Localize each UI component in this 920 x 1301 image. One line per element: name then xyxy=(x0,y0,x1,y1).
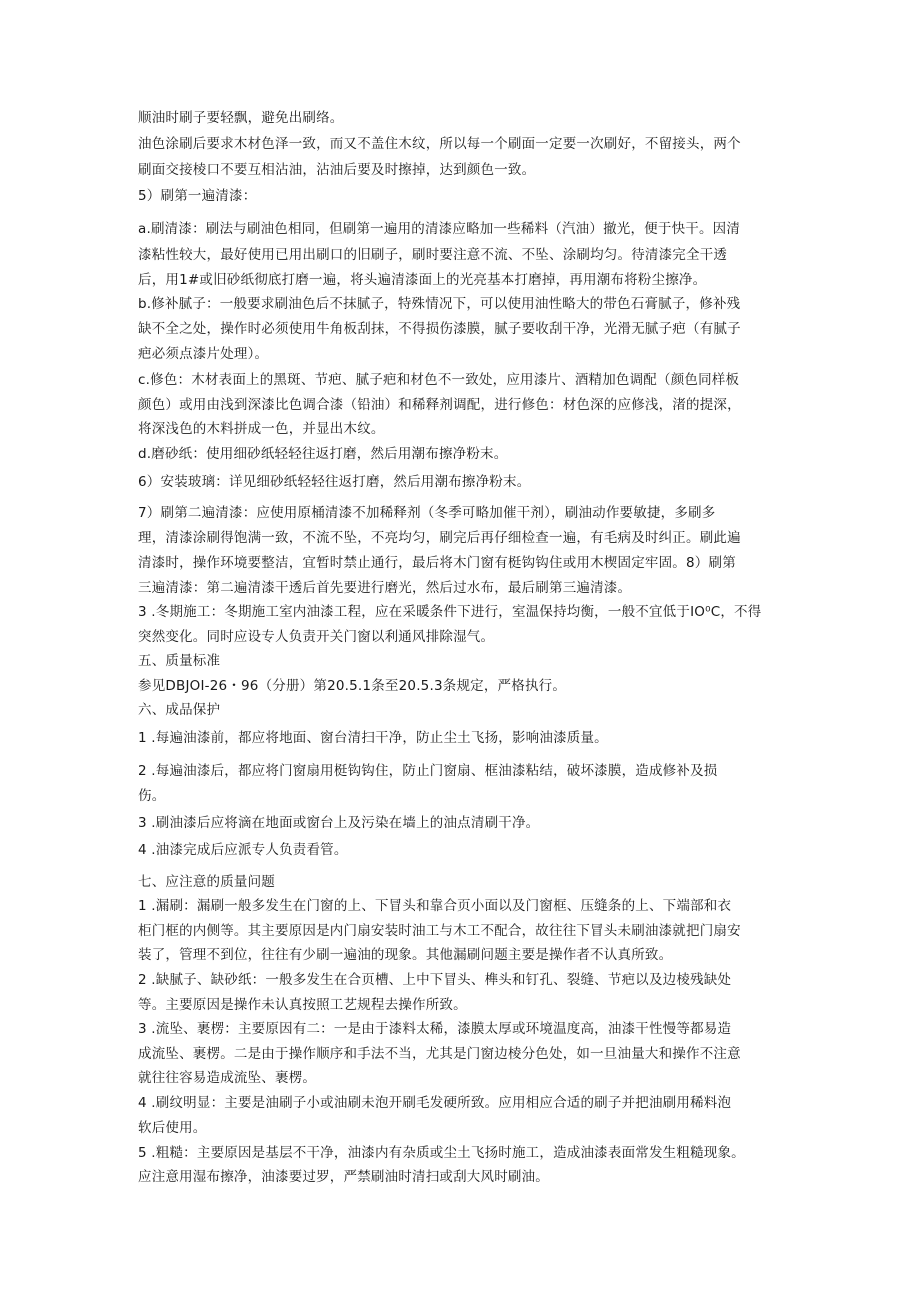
text-line: 软后使用。 xyxy=(138,1120,207,1136)
text-line: 7）刷第二遍清漆：应使用原桶清漆不加稀释剂（冬季可略加催干剂），刷油动作要敏捷，多刷多 xyxy=(138,505,716,521)
text-line: 伤。 xyxy=(138,788,166,804)
text-line: 4 .油漆完成后应派专人负责看管。 xyxy=(138,842,348,858)
text-line: 4 .刷纹明显：主要是油刷子小或油刷未泡开刷毛发硬所致。应用相应合适的刷子并把油刷用稀料泡 xyxy=(138,1095,732,1111)
text-line: 油色涂刷后要求木材色泽一致，而又不盖住木纹，所以每一个刷面一定要一次刷好，不留接头，两个 xyxy=(138,136,741,152)
section-heading: 七、应注意的质量问题 xyxy=(138,874,275,890)
text-line: 3 .刷油漆后应将滴在地面或窗台上及污染在墙上的油点清刷干净。 xyxy=(138,815,540,831)
text-line: a.刷清漆：刷法与刷油色相同，但刷第一遍用的清漆应略加一些稀料（汽油）撤光，便于快干。因清 xyxy=(138,221,741,237)
text-line: 6）安装玻璃：详见细砂纸轻轻往返打磨，然后用潮布擦净粉末。 xyxy=(138,474,531,490)
section-heading: 六、成品保护 xyxy=(138,702,221,718)
text-line: 5 .粗糙：主要原因是基层不干净，油漆内有杂质或尘土飞扬时施工，造成油漆表面常发生粗糙现象。 xyxy=(138,1145,745,1161)
text-line: d.磨砂纸：使用细砂纸轻轻往返打磨，然后用潮布擦净粉末。 xyxy=(138,446,508,462)
text-line: 1 .每遍油漆前，都应将地面、窗台清扫干净，防止尘土飞扬，影响油漆质量。 xyxy=(138,730,608,746)
text-line: 等。主要原因是操作未认真按照工艺规程去操作所致。 xyxy=(138,997,467,1013)
text-line: 顺油时刷子要轻飘，避免出刷络。 xyxy=(138,110,344,126)
text-line: 清漆时，操作环境要整洁，宜暂时禁止通行，最后将木门窗有梃钩钩住或用木楔固定牢固。8）刷第 xyxy=(138,555,736,571)
text-line: 1 .漏刷：漏刷一般多发生在门窗的上、下冒头和靠合页小面以及门窗框、压缝条的上、下端部和衣 xyxy=(138,898,732,914)
text-line: 成流坠、裹楞。二是由于操作顺序和手法不当，尤其是门窗边棱分色处，如一旦油量大和操作不注意 xyxy=(138,1046,741,1062)
text-line: 将深浅色的木料拼成一色，并显出木纹。 xyxy=(138,421,385,437)
text-line: 5）刷第一遍清漆： xyxy=(138,188,257,204)
text-line: 装了，管理不到位，往往有少刷一遍油的现象。其他漏刷问题主要是操作者不认真所致。 xyxy=(138,947,673,963)
text-line: c.修色：木材表面上的黑斑、节疤、腻子疤和材色不一致处，应用漆片、酒精加色调配（颜色同样板 xyxy=(138,372,740,388)
text-line: 3 .流坠、裹楞：主要原因有二：一是由于漆料太稀，漆膜太厚或环境温度高，油漆干性慢等都易造 xyxy=(138,1021,732,1037)
text-line: 柜门框的内侧等。其主要原因是内门扇安装时油工与木工不配合，故往往下冒头未刷油漆就把门扇安 xyxy=(138,923,741,939)
section-heading: 五、质量标准 xyxy=(138,653,221,669)
text-line: 刷面交接棱口不要互相沾油，沾油后要及时擦掉，达到颜色一致。 xyxy=(138,162,536,178)
text-line: 就往往容易造成流坠、裹楞。 xyxy=(138,1070,317,1086)
text-line: 理，清漆涂刷得饱满一致，不流不坠，不亮均匀，刷完后再仔细检查一遍，有毛病及时纠正。刷此遍 xyxy=(138,530,741,546)
text-line: 颜色）或用由浅到深漆比色调合漆（铅油）和稀释剂调配，进行修色：材色深的应修浅，渚的提深， xyxy=(138,397,741,413)
text-line: 疤必须点漆片处理）。 xyxy=(138,346,269,362)
text-line: 缺不全之处，操作时必须使用牛角板刮抹，不得损伤漆膜，腻子要收刮干净，光滑无腻子疤（有腻子 xyxy=(138,321,741,337)
text-line: b.修补腻子：一般要求刷油色后不抹腻子，特殊情况下，可以使用油性略大的带色石膏腻子，修补残 xyxy=(138,296,741,312)
text-line: 2 .缺腻子、缺砂纸：一般多发生在合页槽、上中下冒头、榫头和钉孔、裂缝、节疤以及边棱残缺处 xyxy=(138,972,732,988)
text-line: 3 .冬期施工：冬期施工室内油漆工程，应在采暖条件下进行，室温保持均衡，一般不宜低于IO⁰C，不得 xyxy=(138,604,762,620)
text-line: 2 .每遍油漆后，都应将门窗扇用梃钩钩住，防止门窗扇、框油漆粘结，破坏漆膜，造成修补及损 xyxy=(138,763,718,779)
text-line: 三遍清漆：第二遍清漆干透后首先要进行磨光，然后过水布，最后刷第三遍清漆。 xyxy=(138,580,632,596)
text-line: 参见DBJOI-26・96（分册）第20.5.1条至20.5.3条规定，严格执行。 xyxy=(138,678,567,694)
text-line: 突然变化。同时应设专人负责开关门窗以利通风排除湿气。 xyxy=(138,629,495,645)
text-line: 漆粘性较大，最好使用已用出刷口的旧刷子，刷时要注意不流、不坠、涂刷均匀。待清漆完全干透 xyxy=(138,247,728,263)
text-line: 后，用1#或旧砂纸彻底打磨一遍，将头遍清漆面上的光亮基本打磨掉，再用潮布将粉尘擦净。 xyxy=(138,272,707,288)
text-line: 应注意用湿布擦净，油漆要过罗，严禁刷油时清扫或刮大风时刷油。 xyxy=(138,1169,549,1185)
